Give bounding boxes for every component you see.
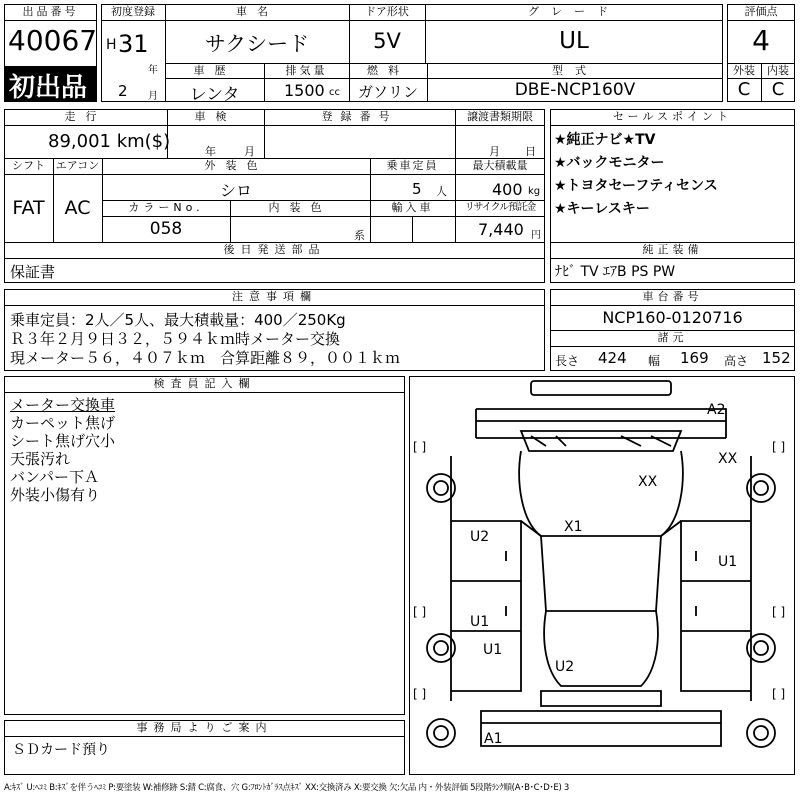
history-label: 車歴: [193, 64, 236, 77]
capacity-unit: 人: [436, 185, 447, 198]
capacity-label: 乗車定員: [386, 159, 439, 172]
notes-line: 現メーター５６，４０７ｋｍ 合算距離８９，００１ｋｍ: [10, 349, 401, 367]
inspector-line: バンパー下Ａ: [10, 468, 99, 486]
bracket: [ ]: [772, 605, 786, 619]
transfer-day-unit: 日: [525, 145, 536, 158]
interior-label: 内装: [767, 64, 789, 77]
notes-line: Ｒ３年２月９日３２，５９４ｋｍ時メーター交換: [10, 330, 341, 348]
damage-mark: U1: [718, 554, 738, 570]
sales-point: ★キーレスキー: [554, 201, 650, 217]
car-diagram: [409, 376, 795, 775]
max-load-label: 最大積載量: [472, 159, 528, 172]
lot-label: 出品番号: [22, 5, 79, 18]
mileage-label: 走行: [64, 110, 107, 123]
fuel: ガソリン: [357, 83, 418, 101]
int-color-label: 内装色: [268, 201, 332, 214]
color-no: 058: [149, 219, 183, 239]
color-no-label: カラーNo.: [128, 201, 204, 214]
inspector-line: 天張汚れ: [10, 450, 71, 468]
chassis-number: NCP160-0120716: [602, 308, 743, 327]
model: DBE-NCP160V: [514, 80, 636, 100]
model-label: 型式: [552, 64, 598, 77]
max-load-unit: kg: [528, 186, 541, 197]
ac-label: エアコン: [55, 159, 100, 172]
dims-label: 諸元: [657, 331, 688, 344]
capacity: 5: [412, 180, 422, 198]
height-label: 高さ: [724, 354, 749, 368]
ac: AC: [64, 197, 91, 219]
bracket: [ ]: [413, 605, 427, 619]
ext-color: シロ: [219, 181, 252, 200]
later-parts-label: 後日発送部品: [223, 243, 326, 256]
inspector-line: カーペット焦げ: [10, 414, 116, 432]
width-label: 幅: [648, 354, 661, 368]
score: 4: [752, 24, 770, 57]
shift: FAT: [12, 197, 45, 219]
inspection-month-unit: 月: [244, 145, 255, 158]
int-color-unit: 系: [354, 229, 365, 242]
length-label: 長さ: [555, 354, 580, 368]
reg-month: 2: [118, 82, 128, 100]
notes-label: 注意事項欄: [232, 290, 317, 303]
era: H: [106, 37, 117, 53]
car-name-label: 車名: [236, 5, 278, 18]
sales-point: ★純正ナビ★TV: [554, 132, 656, 148]
reg-year: 31: [118, 30, 149, 58]
inspector-line: 外装小傷有り: [10, 486, 101, 504]
month-unit: 月: [148, 91, 158, 102]
car-diagram-svg: [410, 377, 794, 774]
bracket: [ ]: [413, 687, 427, 701]
grade: UL: [559, 28, 589, 54]
exterior-grade: C: [737, 79, 751, 100]
score-label: 評価点: [744, 5, 778, 18]
max-load: 400: [492, 180, 523, 199]
inspection-year-unit: 年: [205, 145, 216, 158]
length: 424: [598, 349, 627, 367]
interior-grade: C: [771, 79, 785, 100]
damage-mark: XX: [638, 474, 658, 490]
grade-label: グレード: [528, 5, 620, 18]
inspection-label: 車検: [194, 110, 237, 123]
damage-mark: XX: [718, 451, 738, 467]
bracket: [ ]: [772, 687, 786, 701]
reg-no-label: 登録番号: [321, 110, 398, 123]
damage-mark: A1: [484, 731, 503, 747]
import-label: 輸入車: [391, 201, 434, 214]
office-text: ＳＤカード預り: [12, 742, 110, 758]
recycle: 7,440: [478, 220, 524, 239]
damage-mark: A2: [707, 402, 726, 418]
damage-mark: U1: [470, 614, 490, 630]
mileage: 89,001 km($): [48, 131, 171, 152]
equipment: ﾅﾋﾞ TV ｴｱB PS PW: [555, 264, 676, 280]
notes-line: 乗車定員：2人／5人、最大積載量：400／250Kg: [10, 311, 346, 329]
shift-label: シフト: [12, 159, 45, 172]
height: 152: [762, 349, 791, 367]
sales-points-label: セールスポイント: [612, 110, 732, 123]
width: 169: [680, 349, 709, 367]
displacement-unit: cc: [329, 87, 340, 98]
recycle-label: リサイクル預託金: [464, 202, 536, 213]
displacement: 1500: [284, 81, 325, 100]
chassis-label: 車台番号: [642, 290, 703, 303]
fuel-label: 燃料: [367, 64, 409, 77]
ext-color-label: 外装色: [204, 159, 268, 172]
legend: A:ｷｽﾞ U:ﾍｺﾐ B:ｷｽﾞを伴うﾍｺﾐ P:要塗装 W:補修跡 S:錆 C:腐食、穴 G:ﾌﾛﾝﾄｶﾞﾗｽ点ｷｽﾞ XX:交換済み X:要交換 欠:欠品 内・外装評価 5段階ﾗﾝｸ順(A･B･C･D･E) 3: [4, 783, 570, 793]
history: レンタ: [189, 85, 240, 105]
year-unit: 年: [148, 65, 158, 76]
car-name: サクシード: [204, 32, 310, 56]
lot-number: 40067: [8, 24, 98, 57]
door-type: 5V: [373, 29, 401, 53]
damage-mark: U1: [483, 642, 503, 658]
equipment-label: 純正装備: [642, 243, 703, 256]
recycle-unit: 円: [531, 230, 541, 241]
exterior-label: 外装: [733, 64, 755, 77]
inspector-label: 検査員記入欄: [153, 377, 256, 390]
inspector-line: メーター交換車: [10, 396, 116, 414]
damage-mark: U2: [555, 659, 575, 675]
bracket: [ ]: [772, 440, 786, 454]
displacement-label: 排気量: [285, 64, 328, 77]
door-label: ドア形状: [365, 5, 409, 18]
sales-point: ★バックモニター: [554, 155, 665, 171]
reg-label: 初度登録: [111, 5, 155, 18]
bracket: [ ]: [413, 440, 427, 454]
transfer-label: 譲渡書類期限: [467, 110, 533, 123]
inspector-line: シート焦げ穴小: [10, 432, 116, 450]
damage-mark: X1: [564, 519, 583, 535]
later-parts: 保証書: [10, 263, 56, 281]
office-label: 事務局よりご案内: [136, 721, 273, 734]
first-listing-label: 初出品: [9, 73, 88, 103]
sales-point: ★トヨタセーフティセンス: [554, 178, 718, 194]
transfer-month-unit: 月: [489, 145, 500, 158]
damage-mark: U2: [470, 529, 490, 545]
